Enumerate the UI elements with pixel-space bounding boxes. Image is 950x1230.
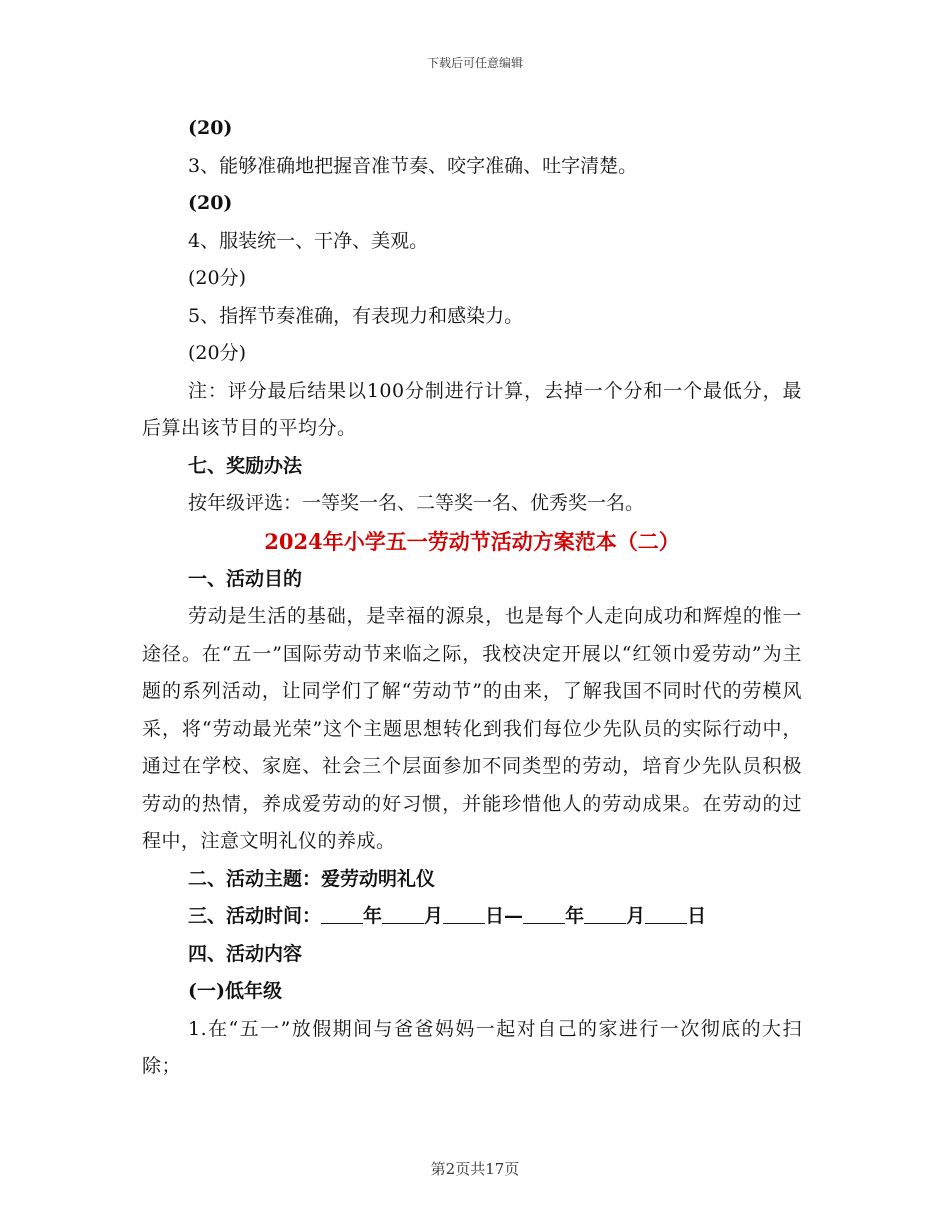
blank-month-end [584, 903, 626, 924]
section-4-title: 四、活动内容 [188, 942, 303, 965]
document-body [142, 110, 802, 1086]
score-line-5: (20分) [188, 342, 247, 364]
score-line-1: (20) [188, 117, 233, 139]
page-footer: 第2页共17页 [430, 1160, 520, 1178]
criterion-3: 3、能够准确地把握音准节奏、咬字准确、吐字清楚。 [188, 154, 638, 177]
scoring-note: 注：评分最后结果以100分制进行计算，去掉一个分和一个最低分，最后算出该节目的平均分。 [142, 379, 802, 439]
section-7-body: 按年级评选：一等奖一名、二等奖一名、优秀奖一名。 [188, 492, 645, 514]
blank-year-start [321, 903, 363, 924]
time-label: 三、活动时间： [188, 905, 322, 927]
criterion-5: 5、指挥节奏准确，有表现力和感染力。 [188, 304, 524, 327]
section-7-title: 七、奖励办法 [188, 454, 303, 477]
section-1-body: 劳动是生活的基础，是幸福的源泉，也是每个人走向成功和辉煌的惟一途径。在“五一”国际劳动节来临之际，我校决定开展以“红领巾爱劳动”为主题的系列活动，让同学们了解“劳动节”的由来，了解我国不同时代的劳模风采，将“劳动最光荣”这个主题思想转化到我们每位少先队员的实际行动中，通过在学校、家庭、社会三个层面参加不同类型的劳动，培育少先队员积极劳动的热情，养成爱劳动的好习惯，并能珍惜他人的劳动成果。在劳动的过程中，注意文明礼仪的养成。 [142, 605, 802, 852]
time-day: 日— [485, 905, 524, 927]
score-line-4: (20分) [188, 267, 247, 289]
section-4-subtitle-low-grade: (一)低年级 [188, 980, 282, 1002]
section-1-title: 一、活动目的 [188, 567, 303, 590]
time-year-2: 年 [565, 905, 585, 927]
section-4-item-1: 1.在“五一”放假期间与爸爸妈妈一起对自己的家进行一次彻底的大扫除； [142, 1017, 802, 1077]
time-month: 月 [424, 905, 444, 927]
score-line-3: (20) [188, 192, 233, 214]
blank-month-start [382, 903, 424, 924]
time-year: 年 [363, 905, 383, 927]
blank-day-start [443, 903, 485, 924]
blank-day-end [645, 903, 687, 924]
section-2-title: 二、活动主题：爱劳动明礼仪 [188, 867, 436, 890]
time-month-2: 月 [626, 905, 646, 927]
blank-year-end [523, 903, 565, 924]
criterion-4: 4、服装统一、干净、美观。 [188, 229, 429, 252]
time-day-2: 日 [687, 905, 707, 927]
section-3-time [142, 898, 802, 936]
document-title: 2024年小学五一劳动节活动方案范本（二） [264, 528, 680, 554]
page-header: 下载后可任意编辑 [426, 56, 523, 70]
